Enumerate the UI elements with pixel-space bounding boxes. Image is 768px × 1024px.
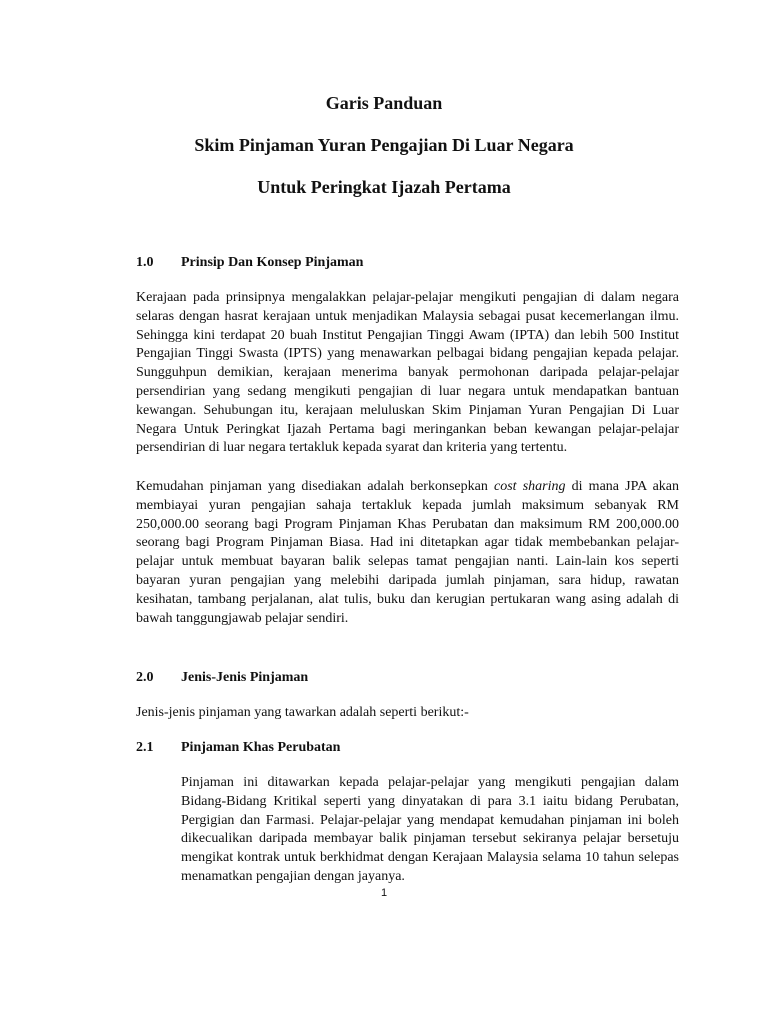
section-1-paragraph-2	[136, 478, 679, 628]
subsection-2-1-number: 2.1	[136, 740, 154, 755]
page-number: 1	[380, 887, 388, 899]
section-2-title: Jenis-Jenis Pinjaman	[181, 670, 309, 685]
section-2-number: 2.0	[136, 670, 154, 685]
section-2-heading	[136, 669, 308, 687]
doc-subtitle-2: Untuk Peringkat Ijazah Pertama	[257, 177, 511, 197]
paragraph-2-text-start: Kemudahan pinjaman yang disediakan adalah berkonsepkan	[136, 479, 494, 494]
section-1-title: Prinsip Dan Konsep Pinjaman	[181, 255, 364, 270]
section-1-paragraph-1: Kerajaan pada prinsipnya mengalakkan pelajar-pelajar mengikuti pengajian di dalam negara selaras dengan hasrat kerajaan untuk menjadikan Malaysia sebagai pusat kecemerlangan ilmu. Sehingga kini terdapat 20 buah Institut Pengajian Tinggi Awam (IPTA) dan lebih 500 Institut Pengajian Tinggi Swasta (IPTS) yang menawarkan pelbagai bidang pengajian kepada pelajar. Sungguhpun demikian, kerajaan menerima banyak permohonan daripada pelajar-pelajar persendirian yang sedang mengikuti pengajian di luar negara untuk mendapatkan bantuan kewangan. Sehubungan itu, kerajaan meluluskan Skim Pinjaman Yuran Pengajian Di Luar Negara Untuk Peringkat Ijazah Pertama bagi meringankan beban kewangan pelajar-pelajar persendirian di luar negara tertakluk kepada syarat dan kriteria yang tertentu.	[136, 290, 679, 456]
section-2-intro: Jenis-jenis pinjaman yang tawarkan adalah seperti berikut:-	[136, 705, 469, 720]
section-1-number: 1.0	[136, 255, 154, 270]
subsection-2-1-paragraph: Pinjaman ini ditawarkan kepada pelajar-pelajar yang mengikuti pengajian dalam Bidang-Bidang Kritikal seperti yang dinyatakan di para 3.1 iaitu bidang Perubatan, Pergigian dan Farmasi. Pelajar-pelajar yang mendapat kemudahan pinjaman ini boleh dikecualikan daripada membayar balik pinjaman tersebut sekiranya pelajar bersetuju mengikat kontrak untuk berkhidmat dengan Kerajaan Malaysia selama 10 tahun selepas menamatkan pengajian dengan jayanya.	[181, 775, 679, 884]
subsection-2-1-title: Pinjaman Khas Perubatan	[181, 740, 341, 755]
doc-subtitle: Skim Pinjaman Yuran Pengajian Di Luar Negara	[194, 135, 574, 155]
doc-title: Garis Panduan	[325, 93, 443, 113]
cost-sharing-term: cost sharing	[494, 479, 566, 494]
paragraph-2-text-end: di mana JPA akan membiayai yuran pengajian sahaja tertakluk kepada jumlah maksimum sebanyak RM 250,000.00 seorang bagi Program Pinjaman Khas Perubatan dan maksimum RM 200,000.00 seorang bagi Program Pinjaman Biasa. Had ini ditetapkan agar tidak membebankan pelajar-pelajar untuk membuat bayaran balik selepas tamat pengajian nanti. Lain-lain kos seperti bayaran yuran pengajian yang melebihi daripada jumlah pinjaman, sara hidup, rawatan kesihatan, tambang perjalanan, alat tulis, buku dan kerugian pertukaran wang asing adalah di bawah tanggungjawab pelajar sendiri.	[136, 479, 680, 626]
subsection-2-1-heading	[136, 739, 340, 757]
section-1-heading	[136, 254, 363, 272]
